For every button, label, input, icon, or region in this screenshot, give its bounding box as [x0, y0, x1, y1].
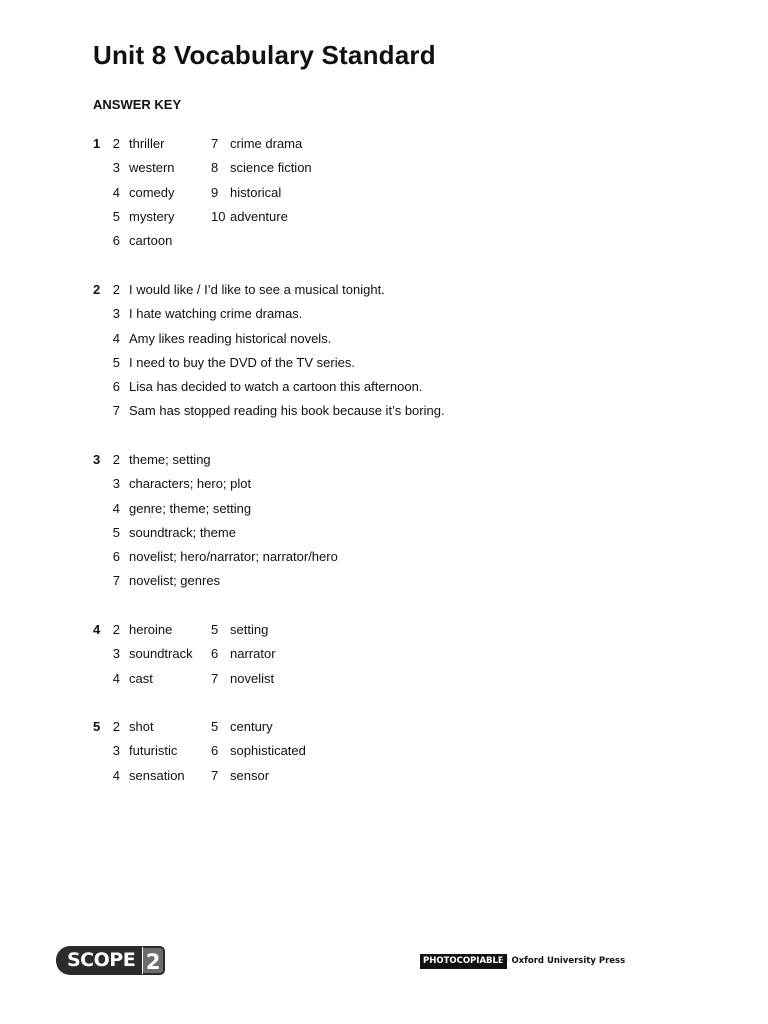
answer-number: 7: [211, 767, 219, 783]
answer-number: 4: [112, 184, 120, 200]
answer-number: 6: [211, 646, 219, 662]
answer-number: 4: [112, 670, 120, 686]
answer-text: characters; hero; plot: [129, 476, 252, 492]
answer-number: 5: [112, 208, 120, 224]
answer-number: 4: [112, 500, 120, 516]
exercise-number: 4: [93, 622, 101, 637]
answer-number: 5: [112, 524, 120, 540]
logo-number: 2: [142, 946, 165, 975]
answer-row: [93, 718, 693, 742]
exercise-number: 2: [93, 282, 101, 297]
logo-word: SCOPE: [56, 946, 142, 975]
answer-text: mystery: [129, 208, 175, 224]
answer-text: crime drama: [230, 136, 303, 151]
answer-row: [93, 402, 693, 426]
answer-number: 5: [211, 719, 219, 734]
page-footer: [0, 940, 768, 980]
answer-row: [93, 305, 693, 329]
answer-number: 7: [211, 136, 219, 151]
answer-number: 7: [112, 403, 120, 419]
answer-row: [93, 475, 693, 499]
exercise-5: [93, 718, 693, 791]
answer-number: 7: [112, 573, 120, 589]
answer-text: cast: [129, 670, 153, 686]
answer-row: [93, 524, 693, 548]
answer-text: Lisa has decided to watch a cartoon this afternoon.: [129, 379, 423, 395]
answer-number: 10: [211, 208, 226, 224]
answer-text: soundtrack: [129, 646, 193, 662]
answer-text: novelist: [230, 670, 275, 686]
answer-number: 2: [112, 452, 120, 467]
answer-text: comedy: [129, 184, 175, 200]
answer-row: [93, 621, 693, 645]
answer-row: [93, 670, 693, 694]
answer-number: 2: [112, 719, 120, 734]
exercise-number: 3: [93, 452, 101, 467]
answer-number: 6: [112, 549, 120, 565]
answer-text: cartoon: [129, 233, 173, 249]
answer-number: 6: [112, 379, 120, 395]
answer-text: novelist; hero/narrator; narrator/hero: [129, 549, 338, 565]
answer-number: 3: [112, 646, 120, 662]
answer-number: 3: [112, 306, 120, 322]
answer-number: 3: [112, 743, 120, 759]
answer-row: [93, 500, 693, 524]
answer-number: 4: [112, 767, 120, 783]
answer-text: soundtrack; theme: [129, 524, 236, 540]
answer-row: [93, 572, 693, 596]
answer-row: [93, 232, 693, 256]
exercise-number: 1: [93, 136, 101, 151]
answer-number: 2: [112, 282, 120, 297]
answer-number: 6: [112, 233, 120, 249]
photocopiable-badge: PHOTOCOPIABLE: [420, 954, 507, 969]
answer-text: sophisticated: [230, 743, 306, 759]
page-title: Unit 8 Vocabulary Standard: [93, 40, 436, 70]
exercise-1: [93, 135, 693, 256]
exercise-2: [93, 281, 693, 427]
answer-number: 3: [112, 160, 120, 176]
answer-row: [93, 330, 693, 354]
answer-row: [93, 159, 693, 183]
answer-row: [93, 548, 693, 572]
answer-text: I need to buy the DVD of the TV series.: [129, 354, 355, 370]
answer-number: 2: [112, 136, 120, 151]
answer-row: [93, 184, 693, 208]
answer-row: [93, 378, 693, 402]
answer-text: historical: [230, 184, 282, 200]
answer-row: [93, 281, 693, 305]
answer-number: 8: [211, 160, 219, 176]
exercise-3: [93, 451, 693, 597]
answer-row: [93, 451, 693, 475]
exercise-number: 5: [93, 719, 101, 734]
answer-number: 2: [112, 622, 120, 637]
exercise-4: [93, 621, 693, 694]
answer-row: [93, 742, 693, 766]
answer-number: 5: [211, 622, 219, 637]
answer-text: futuristic: [129, 743, 178, 759]
answer-row: [93, 135, 693, 159]
answer-text: theme; setting: [129, 452, 211, 467]
answer-text: science fiction: [230, 160, 312, 176]
answer-text: Sam has stopped reading his book because it’s boring.: [129, 403, 445, 419]
answer-key-heading: ANSWER KEY: [93, 97, 182, 112]
answer-text: heroine: [129, 622, 173, 637]
answer-number: 4: [112, 330, 120, 346]
answer-text: genre; theme; setting: [129, 500, 252, 516]
answer-text: adventure: [230, 208, 288, 224]
answer-text: Amy likes reading historical novels.: [129, 330, 332, 346]
answer-text: western: [129, 160, 175, 176]
answer-text: I hate watching crime dramas.: [129, 306, 303, 322]
answer-text: novelist; genres: [129, 573, 221, 589]
answer-row: [93, 645, 693, 669]
answer-text: thriller: [129, 136, 165, 151]
answer-number: 7: [211, 670, 219, 686]
answer-row: [93, 767, 693, 791]
copyright-notice: © Oxford University Press: [500, 956, 626, 966]
answer-text: sensor: [230, 767, 270, 783]
answer-number: 6: [211, 743, 219, 759]
answer-text: narrator: [230, 646, 276, 662]
answer-text: sensation: [129, 767, 185, 783]
answer-text: I would like / I’d like to see a musical tonight.: [129, 282, 385, 297]
scope-logo: [56, 946, 165, 975]
answer-text: setting: [230, 622, 269, 637]
answer-number: 3: [112, 476, 120, 492]
answer-number: 9: [211, 184, 219, 200]
answer-row: [93, 354, 693, 378]
answer-number: 5: [112, 354, 120, 370]
answer-row: [93, 208, 693, 232]
answer-text: century: [230, 719, 273, 734]
answer-text: shot: [129, 719, 154, 734]
